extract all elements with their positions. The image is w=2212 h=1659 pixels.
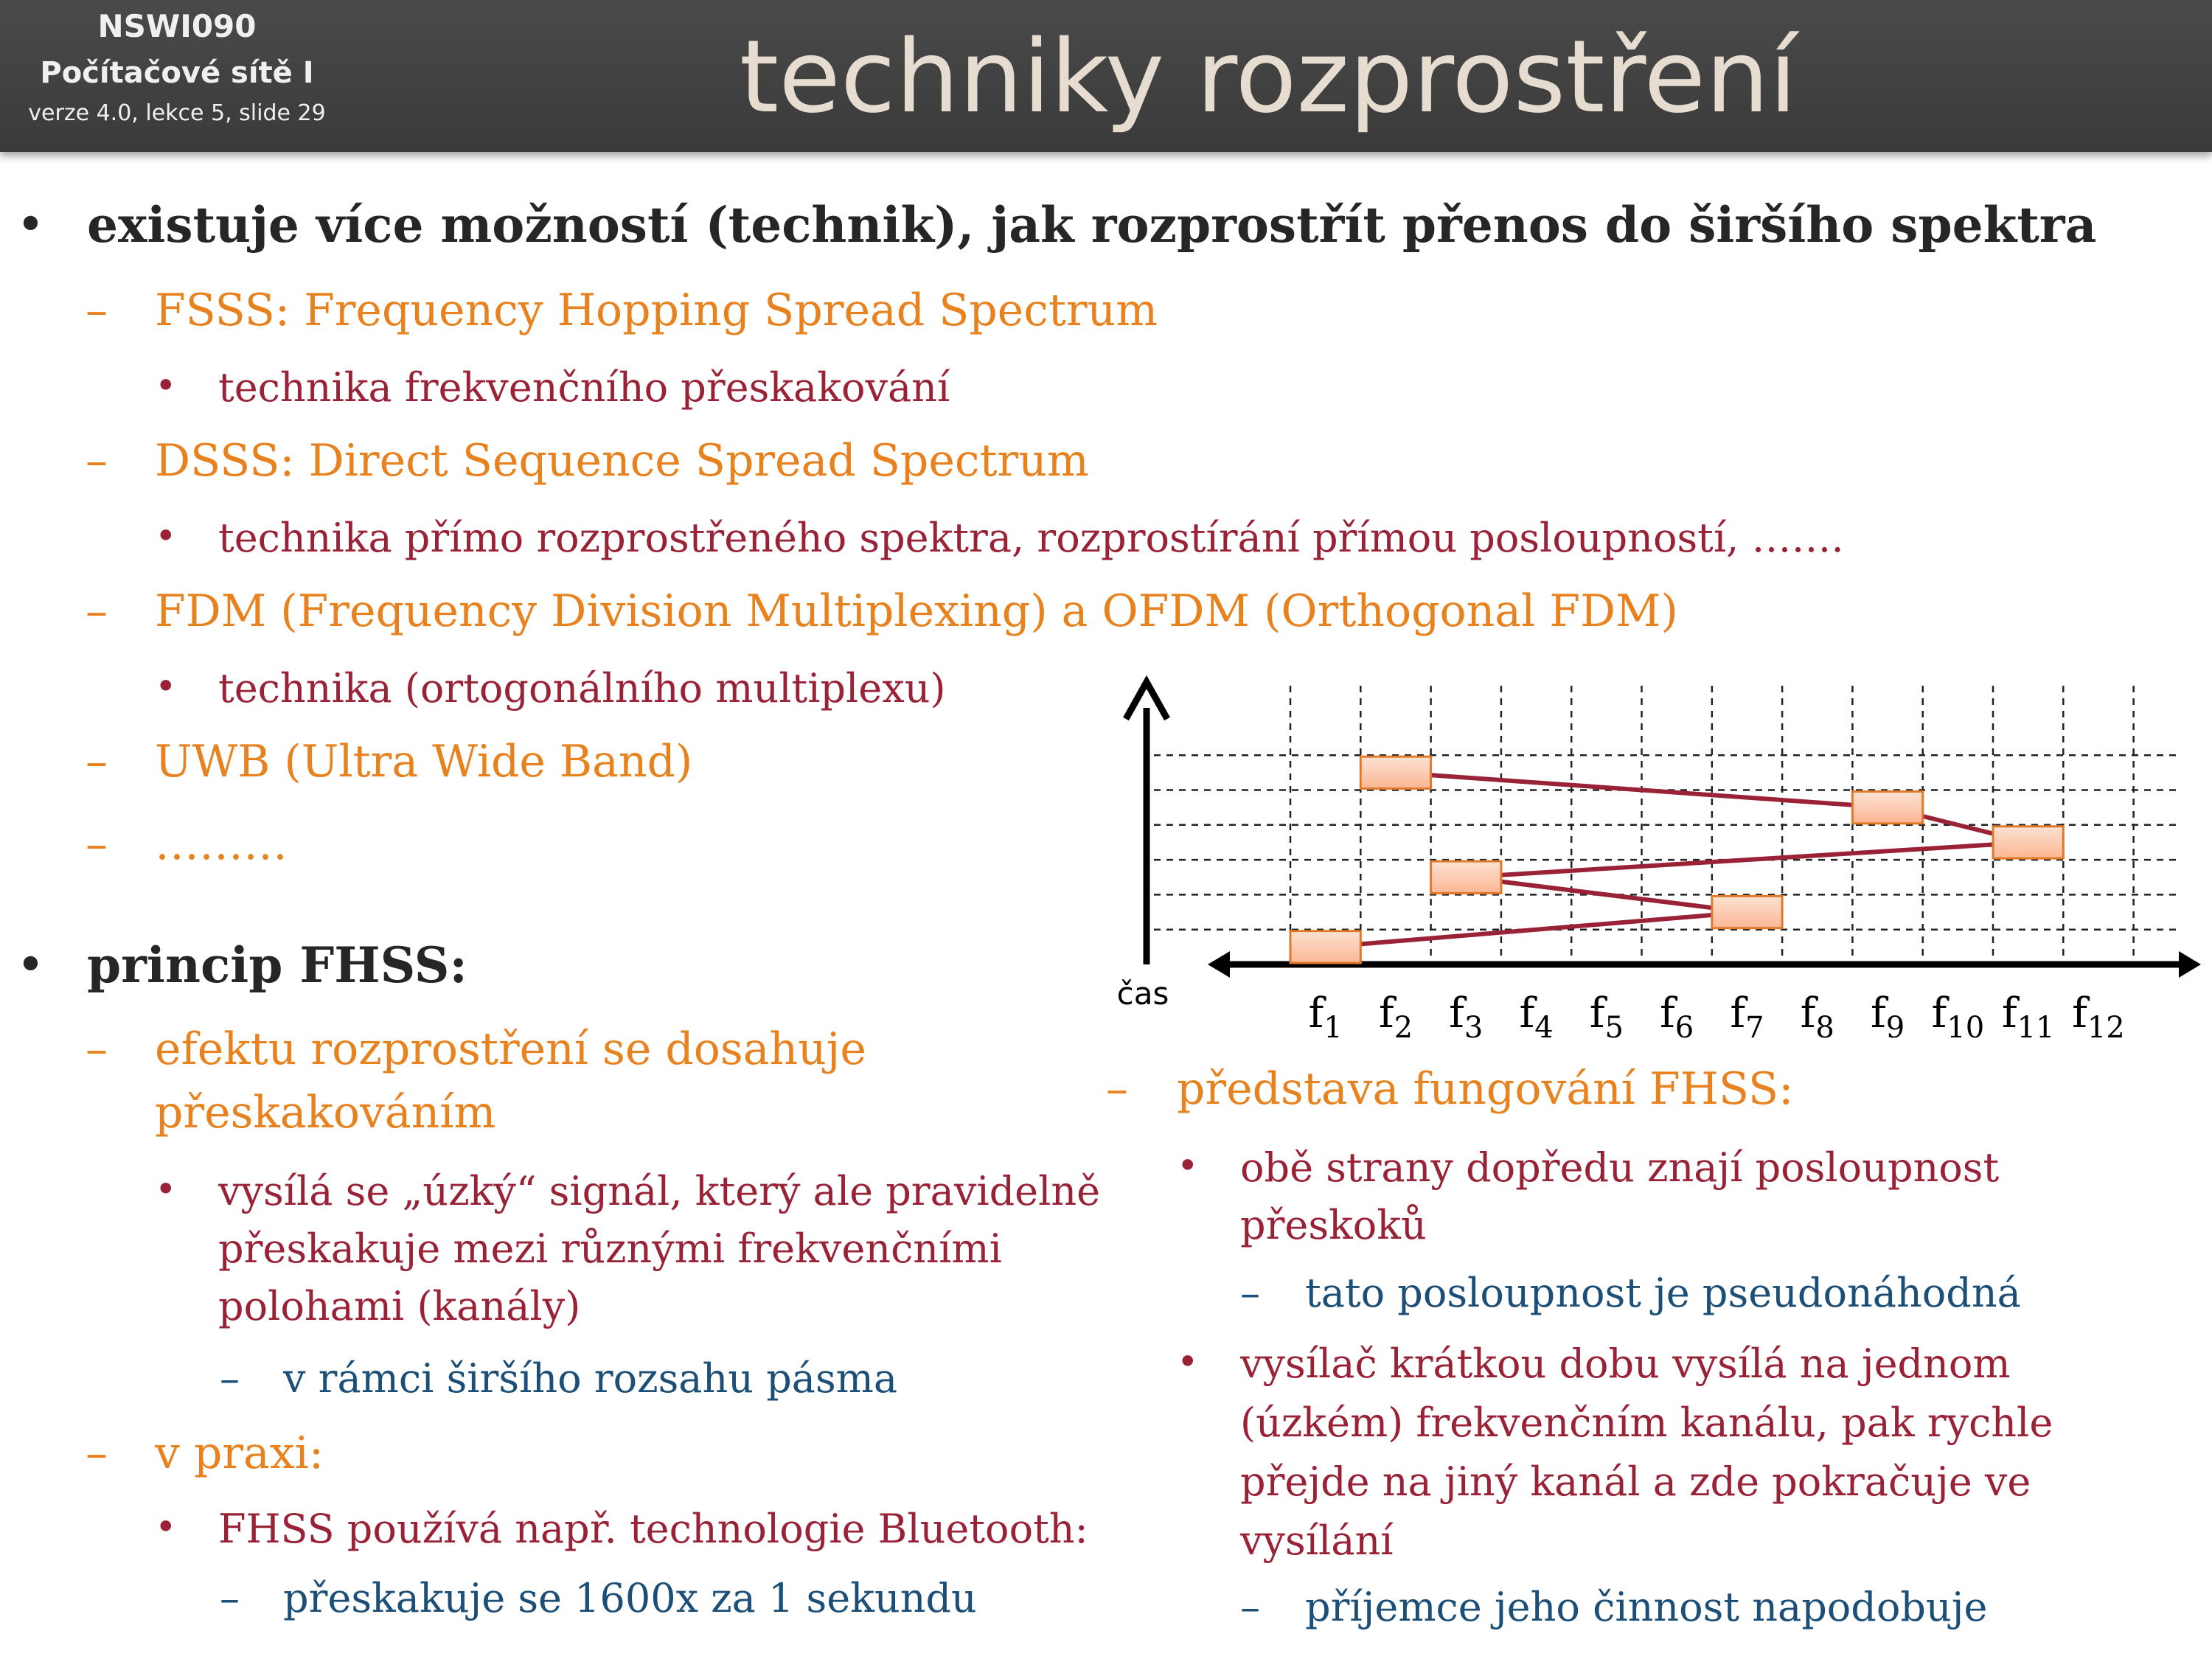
dash-marker: – <box>86 285 108 336</box>
frequency-axis-arrow-right <box>2179 951 2201 978</box>
dash-marker: – <box>220 1575 240 1621</box>
item-transmitter-line3: přejde na jiný kanál a zde pokračuje ve <box>1240 1458 2031 1505</box>
frequency-tick-label: $f_1$ <box>1308 990 1343 1045</box>
item-transmitter-line2: (úzkém) frekvenčním kanálu, pak rychle <box>1240 1399 2053 1446</box>
item-sequence-line2: přeskoků <box>1240 1202 1427 1248</box>
bullet-marker: • <box>155 364 177 407</box>
item-narrow-signal-line1: vysílá se „úzký“ signál, který ale pravidelně <box>218 1168 1101 1214</box>
bullet-marker: • <box>1177 1144 1199 1187</box>
bullet-marker: • <box>155 1506 177 1548</box>
frequency-tick-label: $f_2$ <box>1378 990 1413 1045</box>
dash-marker: – <box>86 1023 108 1075</box>
frequency-tick-label: $f_9$ <box>1870 990 1905 1045</box>
dash-marker: – <box>220 1355 240 1402</box>
hop-block <box>1712 896 1782 928</box>
item-dsss-desc: technika přímo rozprostřeného spektra, rozprostírání přímou posloupností, ……. <box>218 515 1844 561</box>
bullet-techniques: existuje více možností (technik), jak rozprostřít přenos do širšího spektra <box>87 196 2097 254</box>
item-in-practice: v praxi: <box>155 1427 324 1479</box>
item-fsss-desc: technika frekvenčního přeskakování <box>218 364 950 411</box>
item-fsss: FSSS: Frequency Hopping Spread Spectrum <box>155 285 1158 336</box>
item-spread-effect-line1: efektu rozprostření se dosahuje <box>155 1023 866 1075</box>
dash-marker: – <box>86 818 108 870</box>
item-fdm: FDM (Frequency Division Multiplexing) a OFDM (Orthogonal FDM) <box>155 585 1678 637</box>
dash-marker: – <box>86 1427 108 1479</box>
bullet-marker: • <box>16 196 45 253</box>
diagram-grid <box>1154 686 2182 964</box>
frequency-tick-label: $f_8$ <box>1800 990 1834 1045</box>
item-wider-band: v rámci širšího rozsahu pásma <box>283 1355 898 1402</box>
frequency-tick-label: $f_{12}$ <box>2072 990 2125 1045</box>
item-narrow-signal-line2: přeskakuje mezi různými frekvenčními <box>218 1225 1002 1272</box>
slide-title: techniky rozprostření <box>739 19 1798 136</box>
frequency-tick-label: $f_{11}$ <box>2001 990 2055 1045</box>
bullet-marker: • <box>155 515 177 557</box>
item-sequence-line1: obě strany dopředu znají posloupnost <box>1240 1144 2000 1191</box>
item-transmitter-line1: vysílač krátkou dobu vysílá na jednom <box>1240 1340 2011 1387</box>
hop-block <box>1993 827 2063 858</box>
bullet-marker: • <box>16 936 45 993</box>
frequency-axis-arrow-left <box>1208 951 1230 978</box>
bullet-marker: • <box>1177 1340 1199 1383</box>
item-fdm-desc: technika (ortogonálního multiplexu) <box>218 665 946 712</box>
dash-marker: – <box>1240 1584 1260 1630</box>
bullet-fhss-principle: princip FHSS: <box>87 936 467 994</box>
frequency-tick-label: $f_3$ <box>1449 990 1484 1045</box>
frequency-tick-label: $f_{10}$ <box>1931 990 1985 1045</box>
course-code: NSWI090 <box>97 8 257 44</box>
slide-version: verze 4.0, lekce 5, slide 29 <box>28 100 326 126</box>
dash-marker: – <box>1106 1063 1128 1115</box>
hop-block <box>1360 757 1430 788</box>
item-pseudorandom: tato posloupnost je pseudonáhodná <box>1305 1270 2021 1316</box>
item-transmitter-line4: vysílání <box>1240 1517 1394 1564</box>
dash-marker: – <box>86 736 108 787</box>
hop-block <box>1431 861 1501 893</box>
bullet-marker: • <box>155 1168 177 1211</box>
time-axis-label: čas <box>1116 975 1169 1012</box>
hop-block <box>1290 931 1360 963</box>
course-name: Počítačové sítě I <box>40 56 314 90</box>
dash-marker: – <box>86 585 108 637</box>
diagram-labels <box>1117 975 2125 1045</box>
item-uwb: UWB (Ultra Wide Band) <box>155 736 693 787</box>
item-bluetooth: FHSS používá např. technologie Bluetooth: <box>218 1506 1088 1552</box>
frequency-tick-label: $f_7$ <box>1730 990 1764 1045</box>
dash-marker: – <box>86 435 108 487</box>
item-receiver: příjemce jeho činnost napodobuje <box>1305 1584 1988 1630</box>
item-spread-effect-line2: přeskakováním <box>155 1087 496 1138</box>
item-ellipsis: ……… <box>155 818 288 870</box>
item-fhss-idea: představa fungování FHSS: <box>1177 1063 1794 1115</box>
frequency-tick-label: $f_6$ <box>1660 990 1694 1045</box>
bullet-marker: • <box>155 665 177 708</box>
hop-block <box>1852 792 1922 824</box>
dash-marker: – <box>1240 1270 1260 1316</box>
item-dsss: DSSS: Direct Sequence Spread Spectrum <box>155 435 1089 487</box>
frequency-tick-label: $f_4$ <box>1519 990 1554 1045</box>
frequency-tick-label: $f_5$ <box>1589 990 1624 1045</box>
item-narrow-signal-line3: polohami (kanály) <box>218 1283 581 1329</box>
item-hop-rate: přeskakuje se 1600x za 1 sekundu <box>283 1575 977 1621</box>
